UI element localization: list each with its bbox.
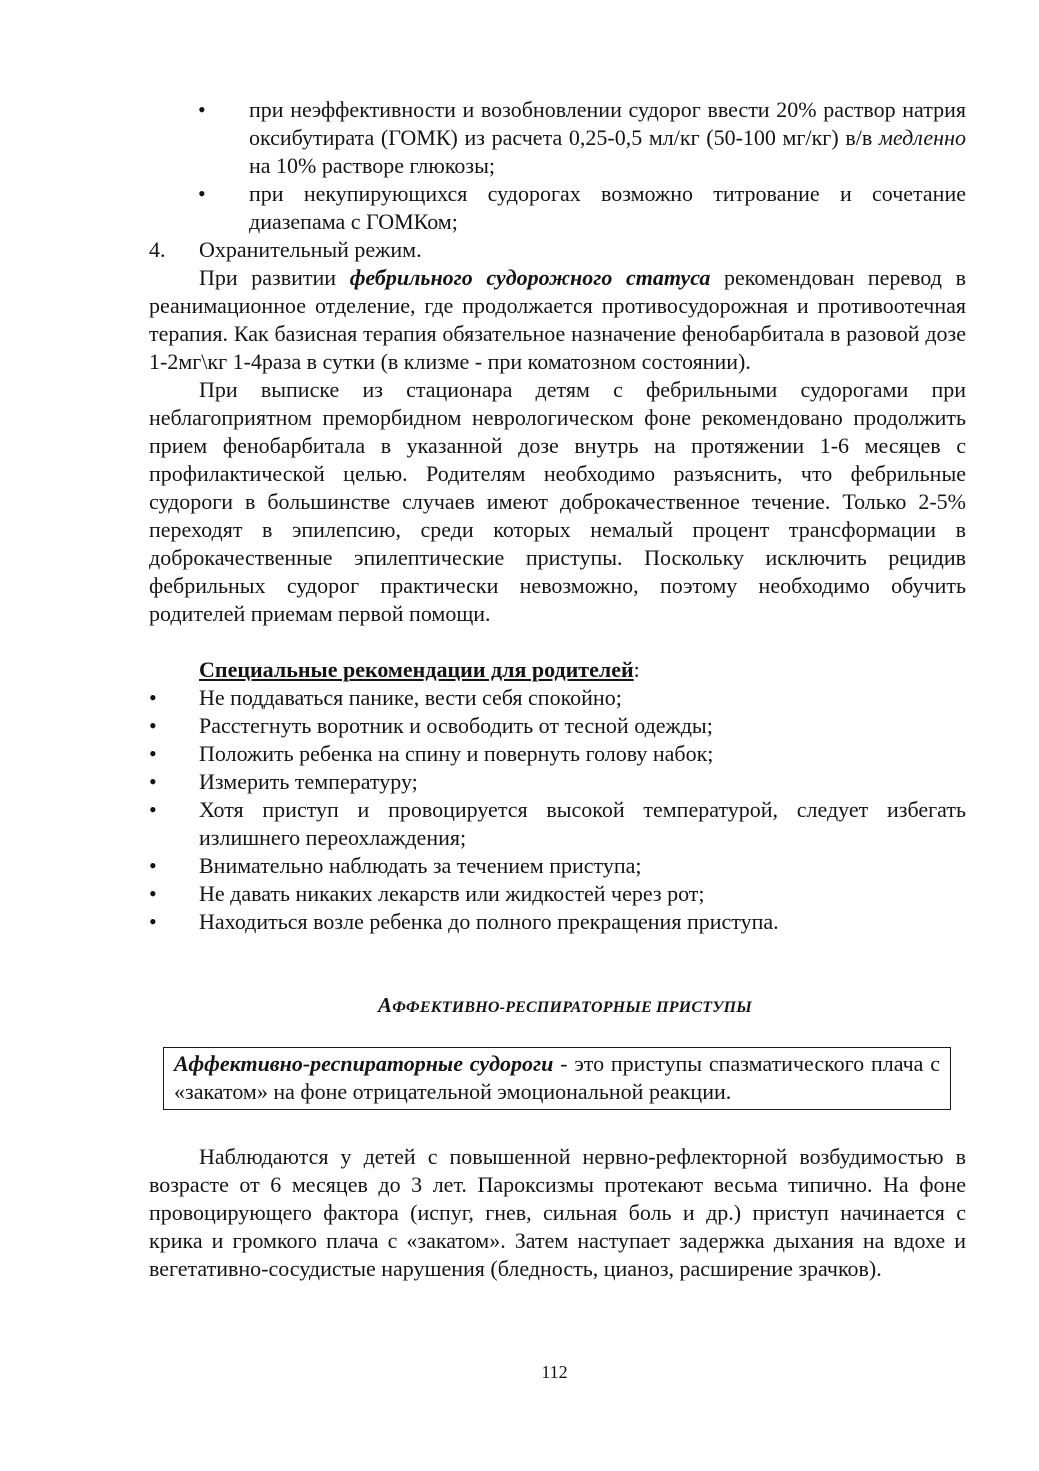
bullet-text: Не поддаваться панике, вести себя спокойно; [199, 685, 622, 710]
list-item [149, 740, 966, 768]
bullet-marker: • [149, 909, 157, 934]
parents-list [149, 684, 966, 936]
bullet-text: Положить ребенка на спину и повернуть голову набок; [199, 741, 714, 766]
list-item [149, 712, 966, 740]
section-title-rest: ФФЕКТИВНО-РЕСПИРАТОРНЫЕ ПРИСТУПЫ [392, 999, 752, 1016]
bullet-marker: • [149, 741, 157, 766]
page-body [149, 96, 966, 1283]
bullet-text: Находиться возле ребенка до полного прекращения приступа. [199, 909, 779, 934]
list-item [149, 180, 966, 236]
bullet-text: Измерить температуру; [199, 769, 418, 794]
definition-text: - это приступы спазматического плача с «закатом» на фоне отрицательной эмоциональной реакции. [174, 1051, 940, 1104]
bullet-marker: • [149, 797, 157, 822]
bullet-marker: • [149, 853, 157, 878]
paragraph-discharge: При выписке из стационара детям с фебрильными судорогами при неблагоприятном преморбидном неврологическом фоне рекомендовано продолжить прием фенобарбитала в указанной дозе внутрь на протяжении 1-6 месяцев с профилактической целью. Родителям необходимо разъяснить, что фебрильные судороги в большинстве случаев имеют доброкачественное течение. Только 2-5% переходят в эпилепсию, среди которых немалый процент трансформации в доброкачественные эпилептические приступы. Поскольку исключить рецидив фебрильных судорог практически невозможно, поэтому необходимо обучить родителей приемам первой помощи. [149, 377, 966, 626]
bullet-marker: • [149, 769, 157, 794]
bullet-marker: • [198, 97, 206, 122]
section-title-initial: А [378, 993, 393, 1017]
bullet-marker: • [198, 181, 206, 206]
bullet-text-part: при неэффективности и возобновлении судорог ввести 20% раствор натрия оксибутирата (ГОМК) из расчета 0,25-0,5 мл/кг (50-100 мг/кг) в/в [249, 97, 966, 150]
bullet-text: Внимательно наблюдать за течением приступа; [199, 853, 642, 878]
emphasis-slowly: медленно [878, 125, 966, 150]
parents-heading-text: Специальные рекомендации для родителей [199, 657, 634, 682]
list-item [149, 796, 966, 852]
bullet-text: Не давать никаких лекарств или жидкостей через рот; [199, 881, 705, 906]
paragraph-part: При развитии [199, 265, 350, 290]
definition-box [163, 1047, 951, 1110]
list-item [149, 880, 966, 908]
list-item [149, 908, 966, 936]
bullet-text [249, 96, 966, 180]
definition-term: Аффективно-респираторные судороги [174, 1051, 554, 1076]
bullet-text-part: на 10% растворе глюкозы; [249, 153, 495, 178]
list-item [149, 852, 966, 880]
item-number: 4. [149, 237, 166, 262]
bullet-text: Расстегнуть воротник и освободить от тесной одежды; [199, 713, 713, 738]
bullet-marker: • [149, 685, 157, 710]
numbered-item [149, 236, 966, 264]
bullet-text: при некупирующихся судорогах возможно титрование и сочетание диазепама с ГОМКом; [249, 181, 966, 234]
paragraph-part: рекомендован перевод в реанимационное отделение, где продолжается противосудорожная и противоотечная терапия. Как базисная терапия обязательное назначение фенобарбитала в разовой дозе 1-2мг\кг 1-4раза в сутки (в клизме - при коматозном состоянии). [149, 265, 966, 374]
paragraph-febrile-status [149, 264, 966, 376]
bullet-marker: • [149, 881, 157, 906]
section-title [149, 991, 966, 1022]
parents-heading [149, 656, 966, 684]
item-text: Охранительный режим. [199, 237, 422, 262]
bullet-text: Хотя приступ и провоцируется высокой температурой, следует избегать излишнего переохлаждения; [199, 797, 966, 850]
paragraph-observed: Наблюдаются у детей с повышенной нервно-рефлекторной возбудимостью в возрасте от 6 месяцев до 3 лет. Пароксизмы протекают весьма типично. На фоне провоцирующего фактора (испуг, гнев, сильная боль и др.) приступ начинается с крика и громкого плача с «закатом». Затем наступает задержка дыхания на вдохе и вегетативно-сосудистые нарушения (бледность, цианоз, расширение зрачков). [149, 1144, 966, 1281]
bullet-marker: • [149, 713, 157, 738]
list-item [149, 768, 966, 796]
page-number: 112 [541, 1362, 568, 1382]
term-febrile-status: фебрильного судорожного статуса [349, 265, 711, 290]
parents-heading-colon: : [633, 657, 640, 682]
list-item [149, 684, 966, 712]
list-item [149, 96, 966, 180]
